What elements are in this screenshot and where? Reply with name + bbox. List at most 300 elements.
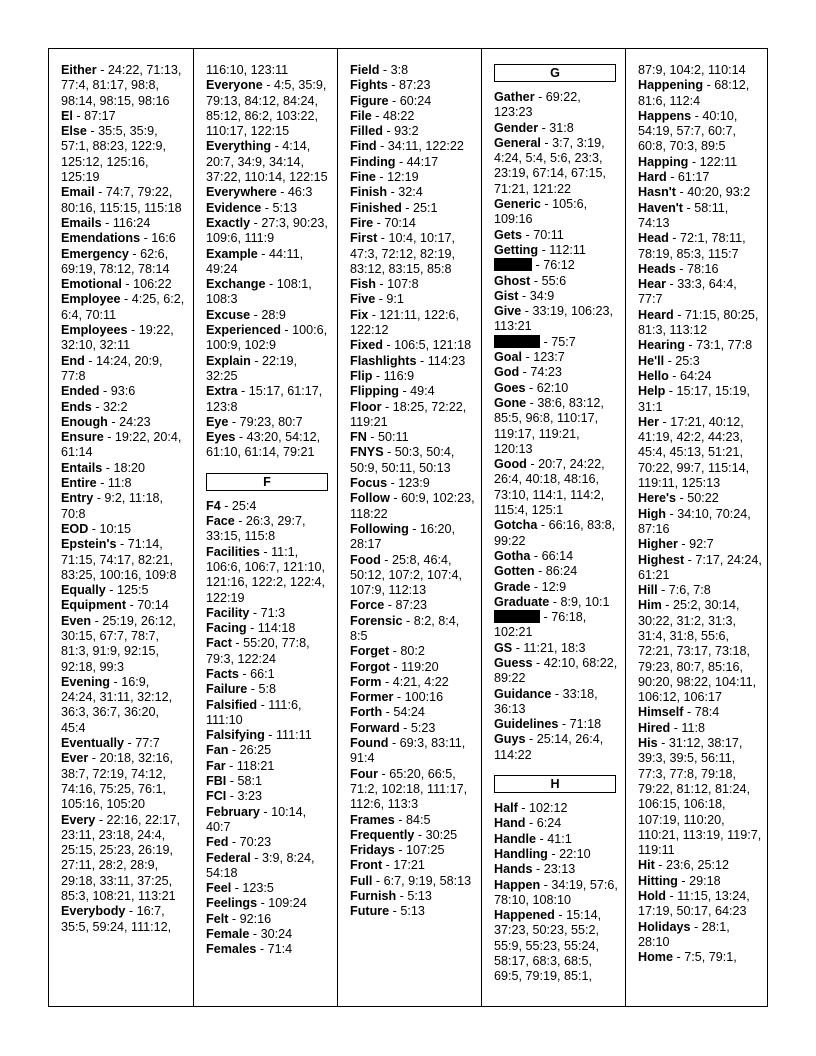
index-entry: Him - 25:2, 30:14, 30:22, 31:2, 31:3, 31:4, 31:8, 55:6, 72:21, 73:17, 73:18, 79:23, 80:7, 85:16, 90:20, 98:22, 104:11, 106:12, 106:17 [638, 598, 757, 705]
page-line-references: 64:24 [680, 368, 712, 383]
index-entry: Flashlights - 114:23 [350, 353, 466, 368]
page-line-references: 76:12 [543, 258, 575, 273]
index-entry: Heard - 71:15, 80:25, 81:3, 113:12 [638, 307, 759, 338]
index-term: Goal [494, 350, 522, 365]
index-entry: Figure - 60:24 [350, 93, 432, 108]
index-term: Fixed [350, 338, 383, 353]
index-entry: Gender - 31:8 [494, 120, 574, 135]
index-entry: First - 10:4, 10:17, 47:3, 72:12, 82:19, 83:12, 83:15, 85:8 [350, 231, 456, 276]
index-entry: F4 - 25:4 [206, 498, 257, 513]
index-term: Frames [350, 812, 395, 827]
index-entry: Gather - 69:22, 123:23 [494, 90, 581, 120]
index-entry: Give - 33:19, 106:23, 113:21 [494, 304, 614, 334]
page-line-references: 16:6 [151, 231, 176, 246]
index-entry: Employee - 4:25, 6:2, 6:4, 70:11 [61, 292, 185, 322]
index-entry: Employees - 19:22, 32:10, 32:11 [61, 323, 174, 353]
index-entry: Higher - 92:7 [638, 537, 714, 552]
index-entry: Excuse - 28:9 [206, 307, 286, 322]
index-term: Grade [494, 579, 531, 594]
page-line-references: 33:18, 36:13 [494, 686, 598, 716]
index-entry: Happens - 40:10, 54:19, 57:7, 60:7, 60:8, 70:3, 89:5 [638, 108, 738, 154]
page-line-references: 38:6, 83:12, 85:5, 96:8, 110:17, 119:17, 119:21, 120:13 [494, 395, 604, 456]
index-entry: Forward - 5:23 [350, 720, 436, 735]
page-line-references: 86:24 [545, 564, 578, 579]
index-term: Eventually [61, 736, 124, 751]
page-line-references: 84:5 [406, 812, 431, 827]
index-term: Forth [350, 705, 383, 720]
index-entry: Falsified - 111:6, 111:10 [206, 697, 302, 727]
index-entry: Ensure - 19:22, 20:4, 61:14 [61, 430, 182, 460]
index-term: Either [61, 63, 97, 77]
index-term: Facilities [206, 544, 260, 559]
redacted-index-entry: - 76:12 [494, 258, 619, 273]
index-term: Hasn't [638, 185, 676, 200]
page-line-references: 18:25, 72:22, 119:21 [350, 399, 467, 429]
index-term: Federal [206, 850, 251, 865]
index-term: Experienced [206, 323, 281, 338]
index-term: Entire [61, 476, 97, 491]
index-term: Evening [61, 674, 110, 689]
page-line-references: 25:1 [412, 200, 438, 215]
page-line-references: 58:1 [237, 774, 263, 789]
page-line-references: 116:24 [112, 215, 151, 230]
page-line-references: 12:19 [387, 170, 419, 185]
page-line-references: 33:19, 106:23, 113:21 [494, 304, 614, 334]
page-line-references: 5:8 [258, 682, 277, 697]
page-line-references: 87:23 [398, 78, 431, 93]
index-entry: Hard - 61:17 [638, 170, 710, 185]
index-entry: Hill - 7:6, 7:8 [638, 583, 711, 598]
page-line-references: 25:14, 26:4, 114:22 [494, 732, 604, 762]
index-term: Generic [494, 197, 541, 212]
index-entry: Everything - 4:14, 20:7, 34:9, 34:14, 37:22, 110:14, 122:15 [206, 139, 328, 185]
index-entry: Happen - 34:19, 57:6, 78:10, 108:10 [494, 877, 618, 907]
page-line-references: 54:24 [393, 705, 425, 720]
page-line-references: 123:7 [533, 350, 565, 365]
index-term: Heard [638, 307, 674, 322]
index-entry: Here's - 50:22 [638, 491, 719, 506]
index-entry: Future - 5:13 [350, 904, 425, 919]
index-entry: Ends - 32:2 [61, 399, 128, 414]
page-line-references: 106:22 [133, 277, 172, 292]
page-line-references: 23:13 [543, 862, 576, 877]
index-term: Hold [638, 889, 666, 904]
index-entry: Hitting - 29:18 [638, 873, 721, 888]
index-term: Hello [638, 368, 669, 383]
index-entry: Gist - 34:9 [494, 288, 555, 303]
page-line-references: 40:10, 54:19, 57:7, 60:7, 60:8, 70:3, 89:5 [638, 108, 738, 154]
index-entry: Handling - 22:10 [494, 846, 591, 861]
page-line-references: 100:16 [404, 690, 444, 705]
index-entry: Highest - 7:17, 24:24, 61:21 [638, 552, 762, 582]
page-line-references: 92:16 [239, 911, 272, 926]
page-line-references: 111:6, 111:10 [206, 697, 302, 727]
index-term: Himself [638, 705, 684, 720]
page-line-references: 55:20, 77:8, 79:3, 122:24 [206, 636, 310, 666]
index-term: Graduate [494, 594, 550, 609]
index-entry: Facts - 66:1 [206, 666, 275, 681]
index-term: Food [350, 552, 381, 567]
page-line-references: 118:21 [236, 758, 275, 773]
index-entry: Form - 4:21, 4:22 [350, 674, 449, 689]
page-line-references: 80:2 [400, 644, 425, 659]
page-line-references: 22:16, 22:17, 23:11, 23:18, 24:4, 25:15, 25:23, 26:19, 27:11, 28:2, 28:9, 29:18, 33:11, 37:25, 85:3, 108:21, 113:21 [61, 812, 181, 904]
page-line-references: 119:20 [401, 659, 439, 674]
page-line-references: 70:23 [239, 835, 272, 850]
index-term: Everything [206, 139, 272, 154]
index-term: Former [350, 690, 394, 705]
index-column-5 [625, 49, 769, 1006]
index-entry: Himself - 78:4 [638, 705, 720, 720]
index-entry: File - 48:22 [350, 108, 415, 123]
page-line-references: 28:9 [261, 307, 286, 322]
page-line-references: 11:8 [681, 720, 705, 735]
index-term: His [638, 736, 658, 751]
index-term: Failure [206, 682, 248, 697]
page-line-references: 34:19, 57:6, 78:10, 108:10 [494, 877, 618, 907]
index-term: Guidance [494, 686, 552, 701]
index-term: Field [350, 63, 380, 77]
index-entry: Eventually - 77:7 [61, 736, 160, 751]
index-entry: Facing - 114:18 [206, 621, 296, 636]
page-line-references: 22:19, 32:25 [206, 353, 298, 383]
index-entry: Her - 17:21, 40:12, 41:19, 42:2, 44:23, 45:4, 45:13, 51:21, 70:22, 99:7, 115:14, 119:11, 125:13 [638, 414, 750, 491]
index-term: Entry [61, 491, 94, 506]
index-term: Force [350, 598, 385, 613]
index-term: Ensure [61, 430, 104, 445]
page-line-references: 5:13 [400, 904, 425, 919]
index-term: End [61, 353, 85, 368]
page-line-references: 44:11, 49:24 [206, 246, 304, 276]
page-line-references: 34:11, 122:22 [387, 139, 464, 154]
page-line-references: 18:20 [113, 460, 146, 475]
index-term: Fish [350, 277, 376, 292]
index-term: Help [638, 384, 666, 399]
page-line-references: 10:15 [99, 521, 132, 536]
page-line-references: 55:6 [541, 273, 567, 288]
page-line-references: 25:2, 30:14, 30:22, 31:2, 31:3, 31:4, 31:8, 55:6, 72:21, 73:17, 73:18, 79:23, 80:7, 85:16, 90:20, 98:22, 104:11, 106:12, 106:17 [638, 598, 757, 705]
index-term: Home [638, 950, 673, 965]
index-entry: Falsifying - 111:11 [206, 728, 312, 743]
index-term: Furnish [350, 889, 397, 904]
page-line-references: 10:14, 40:7 [206, 804, 307, 834]
page-line-references: 123:9 [398, 476, 430, 491]
page-line-references: 8:2, 8:4, 8:5 [350, 613, 460, 643]
index-term: Gist [494, 288, 519, 303]
index-column-4 [481, 49, 625, 1006]
index-entry: Hello - 64:24 [638, 368, 712, 383]
index-term: Higher [638, 537, 678, 552]
page-line-references: 3:9, 8:24, 54:18 [206, 850, 315, 880]
page-line-references: 25:4 [231, 498, 257, 513]
index-entry: Goes - 62:10 [494, 380, 569, 395]
index-term: Forget [350, 644, 390, 659]
redaction-box [494, 258, 532, 271]
index-entry: Emendations - 16:6 [61, 231, 176, 246]
index-entry: Exactly - 27:3, 90:23, 109:6, 111:9 [206, 215, 328, 246]
page-line-references: 11:1, 106:6, 106:7, 121:10, 121:16, 122:2, 122:4, 122:19 [206, 544, 326, 605]
index-term: Excuse [206, 307, 251, 322]
index-term: Gotcha [494, 518, 538, 533]
index-entry: Front - 17:21 [350, 858, 425, 873]
index-term: Facts [206, 666, 239, 681]
index-entry: Exchange - 108:1, 108:3 [206, 277, 312, 307]
index-term: File [350, 108, 372, 123]
index-entry: Far - 118:21 [206, 758, 275, 773]
index-term: Hit [638, 858, 655, 873]
index-entry: God - 74:23 [494, 365, 562, 380]
index-term: General [494, 135, 541, 150]
index-term: Hand [494, 816, 526, 831]
page-line-references: 5:13 [272, 200, 298, 215]
index-entry: Hold - 11:15, 13:24, 17:19, 50:17, 64:23 [638, 889, 750, 919]
page-line-references: 78:16 [687, 261, 719, 276]
page-line-references: 73:1, 77:8 [696, 338, 753, 353]
index-entry: Enough - 24:23 [61, 414, 151, 429]
index-entry: Else - 35:5, 35:9, 57:1, 88:23, 122:9, 125:12, 125:16, 125:19 [61, 124, 167, 185]
index-entry: Guys - 25:14, 26:4, 114:22 [494, 732, 604, 762]
index-entry: His - 31:12, 38:17, 39:3, 39:5, 56:11, 77:3, 77:8, 79:18, 79:22, 81:12, 81:24, 106:15, 106:18, 107:19, 110:20, 110:21, 113:19, 119:7, 119:11 [638, 736, 762, 858]
page-line-references: 34:10, 70:24, 87:16 [638, 506, 751, 536]
index-term: Every [61, 812, 96, 827]
index-entry: Forget - 80:2 [350, 644, 425, 659]
index-entry: Fish - 107:8 [350, 277, 419, 292]
index-entry: Five - 9:1 [350, 292, 404, 307]
index-entry: FN - 50:11 [350, 430, 409, 445]
index-term: Future [350, 904, 390, 919]
index-term: Full [350, 873, 373, 888]
redaction-box [494, 335, 540, 348]
page-line-references: 61:17 [677, 170, 710, 185]
index-entry: Ended - 93:6 [61, 384, 136, 399]
page-line-references: 4:14, 20:7, 34:9, 34:14, 37:22, 110:14, 122:15 [206, 139, 328, 185]
index-term: Happing [638, 154, 689, 169]
index-entry: Guidelines - 71:18 [494, 717, 602, 732]
index-entry: Food - 25:8, 46:4, 50:12, 107:2, 107:4, 107:9, 112:13 [350, 552, 463, 598]
page-line-references: 44:17 [406, 154, 439, 169]
index-entry-continuation [206, 63, 331, 78]
index-entry: Failure - 5:8 [206, 682, 277, 697]
page-line-references: 12:9 [541, 579, 567, 594]
index-entry: Experienced - 100:6, 100:9, 102:9 [206, 323, 328, 353]
index-entry: FNYS - 50:3, 50:4, 50:9, 50:11, 50:13 [350, 445, 455, 475]
index-entry: Everywhere - 46:3 [206, 185, 313, 200]
index-term: Finish [350, 185, 388, 200]
page-line-references: 71:18 [569, 717, 602, 732]
redacted-index-entry: - 75:7 [494, 335, 619, 350]
index-term: Even [61, 613, 92, 628]
index-term: Hearing [638, 338, 685, 353]
page-line-references: 71:3 [260, 605, 286, 620]
index-term: Flip [350, 368, 373, 383]
page-line-references: 6:7, 9:19, 58:13 [383, 873, 472, 888]
index-term: Falsified [206, 697, 258, 712]
page-line-references: 116:9 [383, 368, 415, 383]
index-entry: Ever - 20:18, 32:16, 38:7, 72:19, 74:12, 74:16, 75:25, 76:1, 105:16, 105:20 [61, 751, 174, 812]
index-term: Head [638, 231, 669, 246]
index-term: Fact [206, 636, 232, 651]
index-term: FN [350, 430, 367, 445]
index-entry: Fine - 12:19 [350, 170, 419, 185]
index-term: Employee [61, 292, 121, 307]
index-term: Feel [206, 881, 232, 896]
index-term: Females [206, 942, 257, 957]
index-entry: Facility - 71:3 [206, 605, 286, 620]
page-line-references: 6:24 [536, 816, 562, 831]
index-term: Happening [638, 78, 704, 93]
index-entry: High - 34:10, 70:24, 87:16 [638, 506, 751, 536]
section-letter-heading: G [494, 64, 616, 82]
index-term: Happens [638, 108, 692, 123]
index-term: Gone [494, 395, 527, 410]
index-entry: Grade - 12:9 [494, 579, 567, 594]
index-entry: Gotten - 86:24 [494, 564, 578, 579]
index-term: Entails [61, 460, 103, 475]
page-line-references: 5:23 [410, 720, 436, 735]
page-line-references: 27:3, 90:23, 109:6, 111:9 [206, 215, 328, 246]
index-term: Example [206, 246, 258, 261]
index-term: He'll [638, 353, 665, 368]
page-line-references: 70:14 [384, 215, 416, 230]
index-term: Five [350, 292, 376, 307]
index-term: Guidelines [494, 717, 559, 732]
page-line-references: 32:2 [103, 399, 128, 414]
page-line-references: 10:4, 10:17, 47:3, 72:12, 82:19, 83:12, 83:15, 85:8 [350, 231, 456, 276]
index-term: Gather [494, 90, 535, 104]
index-entry: Emails - 116:24 [61, 215, 151, 230]
index-entry: Frames - 84:5 [350, 812, 431, 827]
index-entry: Fan - 26:25 [206, 743, 272, 758]
index-entry: Handle - 41:1 [494, 831, 572, 846]
index-term: Eyes [206, 430, 236, 445]
index-term: Face [206, 514, 235, 529]
page-line-references: 7:6, 7:8 [668, 583, 711, 598]
index-term: Goes [494, 380, 526, 395]
page-line-references: 41:1 [547, 831, 572, 846]
index-entry: Eyes - 43:20, 54:12, 61:10, 61:14, 79:21 [206, 430, 321, 460]
page-line-references: 68:12, 81:6, 112:4 [638, 78, 750, 108]
index-entry: Haven't - 58:11, 74:13 [638, 200, 729, 230]
index-entry: Hand - 6:24 [494, 816, 562, 831]
page-line-references: 74:7, 79:22, 80:16, 115:15, 115:18 [61, 185, 182, 215]
page-line-references: 8:9, 10:1 [560, 594, 610, 609]
index-term: Finished [350, 200, 402, 215]
index-column-1 [49, 49, 193, 1006]
page-line-references: 42:10, 68:22, 89:22 [494, 655, 618, 686]
page-line-references: 3:23 [237, 789, 263, 804]
page-line-references: 34:9 [529, 288, 555, 303]
index-term: Filled [350, 124, 383, 139]
index-entry: Happened - 15:14, 37:23, 50:23, 55:2, 55:9, 55:23, 55:24, 58:17, 68:3, 68:5, 69:5, 79:19, 85:1, [494, 908, 602, 984]
index-term: Feelings [206, 896, 258, 911]
page-line-references: 4:25, 6:2, 6:4, 70:11 [61, 292, 185, 322]
index-term: EOD [61, 521, 89, 536]
page-line-references: 25:8, 46:4, 50:12, 107:2, 107:4, 107:9, 112:13 [350, 552, 463, 598]
index-column-3 [337, 49, 481, 1006]
index-entry: Forgot - 119:20 [350, 659, 439, 674]
index-entry: Everybody - 16:7, 35:5, 59:24, 111:12, [61, 904, 172, 934]
page-line-references: 24:22, 71:13, 77:4, 81:17, 98:8, 98:14, 98:15, 98:16 [61, 63, 182, 108]
index-entry: Gets - 70:11 [494, 227, 564, 242]
index-term: Hill [638, 583, 658, 598]
index-entry: Evening - 16:9, 24:24, 31:11, 32:12, 36:3, 36:7, 36:20, 45:4 [61, 674, 173, 735]
index-term: Her [638, 414, 659, 429]
index-term: Found [350, 736, 389, 751]
page-line-references: 60:24 [399, 93, 432, 108]
index-term: Hear [638, 277, 667, 292]
index-term: FNYS [350, 445, 384, 460]
index-entry: Fridays - 107:25 [350, 843, 445, 858]
index-term: Here's [638, 491, 677, 506]
page-line-references: 125:5 [117, 583, 149, 598]
index-entry: Eye - 79:23, 80:7 [206, 414, 303, 429]
index-term: Evidence [206, 200, 262, 215]
page-line-references: 66:16, 83:8, 99:22 [494, 518, 616, 548]
index-entry: FBI - 58:1 [206, 774, 263, 789]
page-line-references: 14:24, 20:9, 77:8 [61, 353, 163, 383]
index-term: Guys [494, 732, 526, 747]
page-line-references: 66:1 [250, 666, 275, 681]
index-term: Handling [494, 846, 548, 861]
index-term: Emotional [61, 277, 122, 292]
index-term: Emergency [61, 246, 129, 261]
page-line-references: 74:23 [530, 365, 562, 380]
page-line-references: 35:5, 35:9, 57:1, 88:23, 122:9, 125:12, 125:16, 125:19 [61, 124, 167, 185]
index-term: Four [350, 766, 378, 781]
page-line-references: 9:1 [386, 292, 404, 307]
index-term: Handle [494, 831, 536, 846]
index-term: Emails [61, 215, 102, 230]
page-line-references: 17:21, 40:12, 41:19, 42:2, 44:23, 45:4, 45:13, 51:21, 70:22, 99:7, 115:14, 119:11, 125:13 [638, 414, 750, 491]
page-line-references: 20:18, 32:16, 38:7, 72:19, 74:12, 74:16, 75:25, 76:1, 105:16, 105:20 [61, 751, 174, 812]
index-term: Far [206, 758, 226, 773]
index-entry: Hired - 11:8 [638, 720, 705, 735]
index-entry: Gotcha - 66:16, 83:8, 99:22 [494, 518, 616, 548]
page-line-references: 76:18, 102:21 [494, 610, 587, 640]
index-term: Fine [350, 170, 376, 185]
index-entry: Email - 74:7, 79:22, 80:16, 115:15, 115:18 [61, 185, 182, 215]
index-term: Hitting [638, 873, 678, 888]
page-line-references: 116:10, 123:11 [206, 63, 289, 77]
page-line-references: 114:18 [257, 621, 296, 636]
index-term: GS [494, 640, 513, 655]
page-line-references: 66:14 [541, 548, 574, 563]
index-term: High [638, 506, 666, 521]
page-line-references: 122:11 [699, 154, 738, 169]
index-entry: Entry - 9:2, 11:18, 70:8 [61, 491, 163, 521]
page-line-references: 28:1, 28:10 [638, 919, 730, 949]
index-term: Fridays [350, 843, 395, 858]
index-term: Forgot [350, 659, 390, 674]
page-line-references: 17:21 [393, 858, 425, 873]
index-entry: Facilities - 11:1, 106:6, 106:7, 121:10, 121:16, 122:2, 122:4, 122:19 [206, 544, 326, 605]
index-entry: Goal - 123:7 [494, 350, 565, 365]
index-term: Fire [350, 215, 374, 230]
page-line-references: 4:5, 35:9, 79:13, 84:12, 84:24, 85:12, 86:2, 103:22, 110:17, 122:15 [206, 78, 327, 139]
index-term: Enough [61, 414, 108, 429]
page-line-references: 31:12, 38:17, 39:3, 39:5, 56:11, 77:3, 77:8, 79:18, 79:22, 81:12, 81:24, 106:15, 106:18, 107:19, 110:20, 110:21, 113:19, 119:7, 119:11 [638, 736, 762, 858]
page-line-references: 3:7, 3:19, 4:24, 5:4, 5:6, 23:3, 23:19, 67:14, 67:15, 71:21, 121:22 [494, 135, 607, 196]
page-line-references: 11:8 [107, 476, 132, 491]
page-line-references: 33:3, 64:4, 77:7 [638, 277, 737, 307]
index-term: Following [350, 521, 409, 536]
index-term: Getting [494, 242, 539, 257]
page-line-references: 58:11, 74:13 [638, 200, 729, 230]
index-term: Everybody [61, 904, 126, 919]
page-line-references: 71:4 [267, 942, 293, 957]
page-line-references: 72:1, 78:11, 78:19, 85:3, 115:7 [638, 231, 746, 261]
index-entry: Hear - 33:3, 64:4, 77:7 [638, 277, 737, 307]
